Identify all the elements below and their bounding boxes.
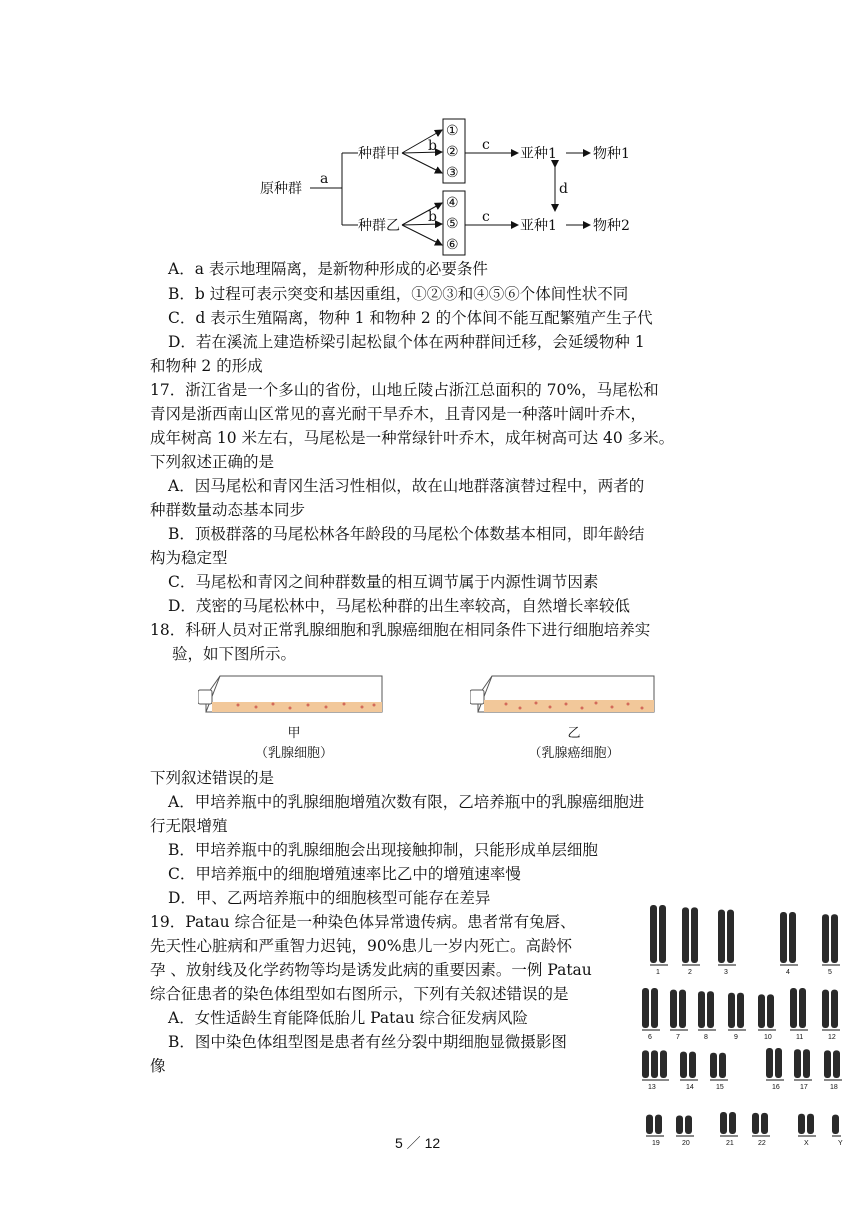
chromosome-16 (775, 1048, 782, 1078)
chromosome-11 (790, 988, 797, 1028)
chromosome-label-3: 3 (724, 969, 728, 976)
circle-3: ③ (446, 165, 459, 181)
circle-5: ⑤ (446, 216, 459, 232)
chromosome-15 (710, 1053, 717, 1078)
label-d: d (559, 181, 568, 197)
q17-stem-4: 下列叙述正确的是 (150, 453, 275, 471)
chromosome-label-22: 22 (758, 1140, 766, 1147)
chromosome-label-9: 9 (734, 1034, 738, 1041)
chromosome-14 (680, 1052, 687, 1078)
chromosome-label-7: 7 (676, 1034, 680, 1041)
chromosome-2 (682, 907, 689, 963)
page-number: 5 ／ 12 (395, 1135, 441, 1151)
q19-option-b-cont: 像 (150, 1057, 166, 1075)
chromosome-17 (803, 1049, 810, 1078)
q18-option-d: D．甲、乙两培养瓶中的细胞核型可能存在差异 (168, 889, 491, 907)
q17-option-c: C．马尾松和青冈之间种群数量的相互调节属于内源性调节因素 (168, 573, 599, 591)
chromosome-16 (766, 1048, 773, 1078)
chromosome-13 (642, 1050, 649, 1078)
q16-option-d-cont: 和物种 2 的形成 (150, 357, 263, 375)
q16-option-a: A．a 表示地理隔离，是新物种形成的必要条件 (168, 260, 488, 278)
culture-flask-jia (198, 668, 388, 718)
chromosome-X (807, 1114, 814, 1134)
chromosome-22 (761, 1113, 768, 1134)
label-population-yi: 种群乙 (358, 218, 400, 234)
q19-stem-3: 孕 、放射线及化学药物等均是诱发此病的重要因素。一例 Patau (150, 961, 592, 979)
chromosome-15 (719, 1053, 726, 1078)
chromosome-12 (822, 990, 829, 1028)
q17-option-d: D．茂密的马尾松林中，马尾松种群的出生率较高，自然增长率较低 (168, 597, 630, 615)
chromosome-9 (737, 993, 744, 1028)
flask-jia-subcaption: （乳腺细胞） (254, 746, 333, 761)
flask-yi-caption: 乙 (567, 726, 581, 741)
q19-option-b: B．图中染色体组型图是患者有丝分裂中期细胞显微摄影图 (168, 1033, 567, 1051)
chromosome-17 (794, 1049, 801, 1078)
chromosome-20 (676, 1116, 683, 1134)
chromosome-label-2: 2 (688, 969, 692, 976)
q18-option-a: A．甲培养瓶中的乳腺细胞增殖次数有限，乙培养瓶中的乳腺癌细胞进 (168, 793, 645, 811)
q19-stem-2: 先天性心脏病和严重智力迟钝，90%患儿一岁内死亡。高龄怀 (150, 937, 572, 955)
chromosome-10 (767, 994, 774, 1028)
chromosome-label-14: 14 (686, 1084, 694, 1091)
q17-option-b: B．顶极群落的马尾松林各年龄段的马尾松个体数基本相同，即年龄结 (168, 525, 645, 543)
circle-6: ⑥ (446, 237, 459, 253)
chromosome-Y (832, 1115, 839, 1134)
label-population-jia: 种群甲 (358, 146, 400, 162)
chromosome-6 (651, 988, 658, 1028)
q18-stem-2: 验，如下图所示。 (172, 645, 297, 663)
label-subspecies-1-bottom: 亚种1 (520, 218, 557, 234)
q17-option-b-cont: 构为稳定型 (150, 549, 228, 567)
q18-option-a-cont: 行无限增殖 (150, 817, 228, 835)
label-species-1: 物种1 (593, 146, 630, 162)
chromosome-6 (642, 988, 649, 1028)
q19-stem-4: 综合征患者的染色体组型如右图所示，下列有关叙述错误的是 (150, 985, 569, 1003)
chromosome-20 (685, 1116, 692, 1134)
chromosome-7 (679, 990, 686, 1028)
chromosome-7 (670, 990, 677, 1028)
chromosome-19 (655, 1115, 662, 1134)
chromosome-3 (718, 910, 725, 963)
label-a: a (320, 171, 329, 187)
flask-jia-caption: 甲 (287, 726, 301, 741)
karyotype-image (640, 900, 860, 1150)
chromosome-18 (824, 1050, 831, 1078)
chromosome-label-15: 15 (716, 1084, 724, 1091)
chromosome-11 (799, 988, 806, 1028)
chromosome-9 (728, 993, 735, 1028)
chromosome-12 (831, 990, 838, 1028)
q18-option-b: B．甲培养瓶中的乳腺细胞会出现接触抑制，只能形成单层细胞 (168, 841, 598, 859)
chromosome-3 (727, 910, 734, 963)
chromosome-8 (698, 991, 705, 1028)
q18-option-c: C．甲培养瓶中的细胞增殖速率比乙中的增殖速率慢 (168, 865, 521, 883)
chromosome-13 (660, 1050, 667, 1078)
chromosome-label-5: 5 (828, 969, 832, 976)
chromosome-label-4: 4 (786, 969, 790, 976)
chromosome-label-13: 13 (648, 1084, 656, 1091)
flask-yi-subcaption: （乳腺癌细胞） (528, 746, 620, 761)
chromosome-label-8: 8 (704, 1034, 708, 1041)
chromosome-label-Y: Y (838, 1140, 843, 1147)
q16-option-d: D．若在溪流上建造桥梁引起松鼠个体在两种群间迁移，会延缓物种 1 (168, 333, 645, 351)
q17-option-a-cont: 种群数量动态基本同步 (150, 501, 306, 519)
chromosome-21 (729, 1112, 736, 1134)
chromosome-5 (831, 914, 838, 963)
chromosome-18 (833, 1050, 840, 1078)
label-subspecies-1-top: 亚种1 (520, 146, 557, 162)
q17-stem-1: 17．浙江省是一个多山的省份，山地丘陵占浙江总面积的 70%，马尾松和 (150, 381, 659, 399)
chromosome-1 (659, 905, 666, 963)
circle-1: ① (446, 123, 459, 139)
speciation-diagram (250, 115, 650, 260)
chromosome-label-17: 17 (800, 1084, 808, 1091)
chromosome-2 (691, 907, 698, 963)
chromosome-label-1: 1 (656, 969, 660, 976)
chromosome-label-20: 20 (682, 1140, 690, 1147)
q16-option-c: C．d 表示生殖隔离，物种 1 和物种 2 的个体间不能互配繁殖产生子代 (168, 309, 653, 327)
label-b-top: b (428, 138, 437, 154)
circle-2: ② (446, 144, 459, 160)
q18-stem-1: 18．科研人员对正常乳腺细胞和乳腺癌细胞在相同条件下进行细胞培养实 (150, 621, 651, 639)
chromosome-label-16: 16 (772, 1084, 780, 1091)
chromosome-19 (646, 1115, 653, 1134)
chromosome-21 (720, 1112, 727, 1134)
label-original-population: 原种群 (260, 181, 302, 197)
chromosome-22 (752, 1113, 759, 1134)
chromosome-8 (707, 991, 714, 1028)
q17-stem-2: 青冈是浙西南山区常见的喜光耐干旱乔木，且青冈是一种落叶阔叶乔木， (150, 405, 647, 423)
q19-stem-1: 19．Patau 综合征是一种染色体异常遗传病。患者常有兔唇、 (150, 913, 576, 931)
chromosome-5 (822, 914, 829, 963)
chromosome-label-6: 6 (648, 1034, 652, 1041)
chromosome-13 (651, 1050, 658, 1078)
label-c-bottom: c (482, 209, 490, 225)
chromosome-label-11: 11 (796, 1034, 804, 1041)
chromosome-4 (780, 912, 787, 963)
q18-stem-3: 下列叙述错误的是 (150, 769, 275, 787)
q17-option-a: A．因马尾松和青冈生活习性相似，故在山地群落演替过程中，两者的 (168, 477, 645, 495)
chromosome-label-21: 21 (726, 1140, 734, 1147)
culture-flask-yi (470, 668, 660, 718)
chromosome-label-10: 10 (764, 1034, 772, 1041)
chromosome-label-X: X (804, 1140, 809, 1147)
chromosome-4 (789, 912, 796, 963)
chromosome-14 (689, 1052, 696, 1078)
label-species-2: 物种2 (593, 218, 630, 234)
label-b-bottom: b (428, 209, 437, 225)
q17-stem-3: 成年树高 10 米左右，马尾松是一种常绿针叶乔木，成年树高可达 40 多米。 (150, 429, 675, 447)
chromosome-1 (650, 905, 657, 963)
circle-4: ④ (446, 195, 459, 211)
chromosome-label-19: 19 (652, 1140, 660, 1147)
chromosome-label-12: 12 (828, 1034, 836, 1041)
chromosome-label-18: 18 (830, 1084, 838, 1091)
q19-option-a: A．女性适龄生育能降低胎儿 Patau 综合征发病风险 (168, 1009, 528, 1027)
chromosome-X (798, 1114, 805, 1134)
label-c-top: c (482, 137, 490, 153)
q16-option-b: B．b 过程可表示突变和基因重组，①②③和④⑤⑥个体间性状不同 (168, 285, 629, 303)
chromosome-10 (758, 994, 765, 1028)
